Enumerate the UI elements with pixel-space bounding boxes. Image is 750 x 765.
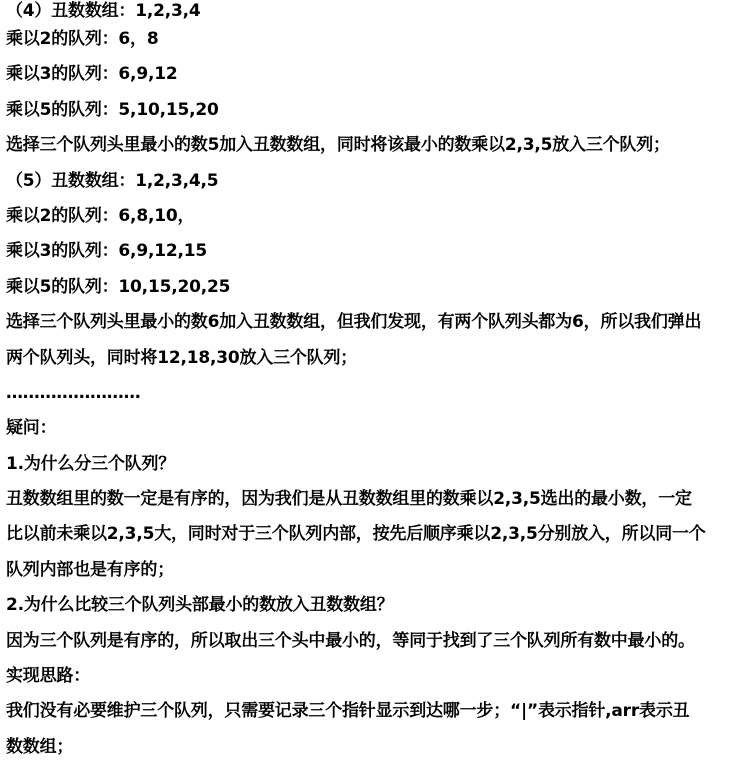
text-line-queue-2: 乘以2的队列：6,8,10， <box>6 205 195 226</box>
text-line-ellipsis: …………………… <box>6 382 141 403</box>
text-line-5-ugly-array: （5）丑数数组：1,2,3,4,5 <box>6 170 219 191</box>
text-line-approach-heading: 实现思路： <box>6 666 90 687</box>
text-line-queue-3: 乘以3的队列：6,9,12 <box>6 64 178 85</box>
text-line-4-ugly-array: （4）丑数数组：1,2,3,4 <box>6 1 201 21</box>
text-line-answer-2: 因为三个队列是有序的，所以取出三个头中最小的，等同于找到了三个队列所有数中最小的。 <box>6 630 695 651</box>
text-line-select-min-6-cont: 两个队列头，同时将12,18,30放入三个队列； <box>6 347 358 368</box>
text-line-approach-b: 数数组； <box>6 736 74 757</box>
text-line-queue-5: 乘以5的队列：5,10,15,20 <box>6 99 219 120</box>
text-line-queue-2: 乘以2的队列：6，8 <box>6 29 159 49</box>
text-line-question-1: 1.为什么分三个队列？ <box>6 453 176 474</box>
text-line-approach-a: 我们没有必要维护三个队列，只需要记录三个指针显示到达哪一步；“|”表示指针,arr表示丑 <box>6 701 690 722</box>
text-line-questions-heading: 疑问： <box>6 418 57 439</box>
text-line-select-min-6: 选择三个队列头里最小的数6加入丑数数组，但我们发现，有两个队列头都为6，所以我们弹出 <box>6 312 702 333</box>
text-line-queue-3: 乘以3的队列：6,9,12,15 <box>6 241 207 262</box>
text-line-answer-1b: 比以前未乘以2,3,5大，同时对于三个队列内部，按先后顺序乘以2,3,5分别放入，所以同一个 <box>6 524 706 545</box>
text-line-question-2: 2.为什么比较三个队列头部最小的数放入丑数数组？ <box>6 595 394 616</box>
text-line-queue-5: 乘以5的队列：10,15,20,25 <box>6 276 231 297</box>
text-line-answer-1c: 队列内部也是有序的； <box>6 559 174 580</box>
document-body <box>6 0 742 765</box>
text-line-answer-1a: 丑数数组里的数一定是有序的，因为我们是从丑数数组里的数乘以2,3,5选出的最小数，一定 <box>6 489 692 510</box>
text-line-select-min-5: 选择三个队列头里最小的数5加入丑数数组，同时将该最小的数乘以2,3,5放入三个队列； <box>6 135 670 156</box>
